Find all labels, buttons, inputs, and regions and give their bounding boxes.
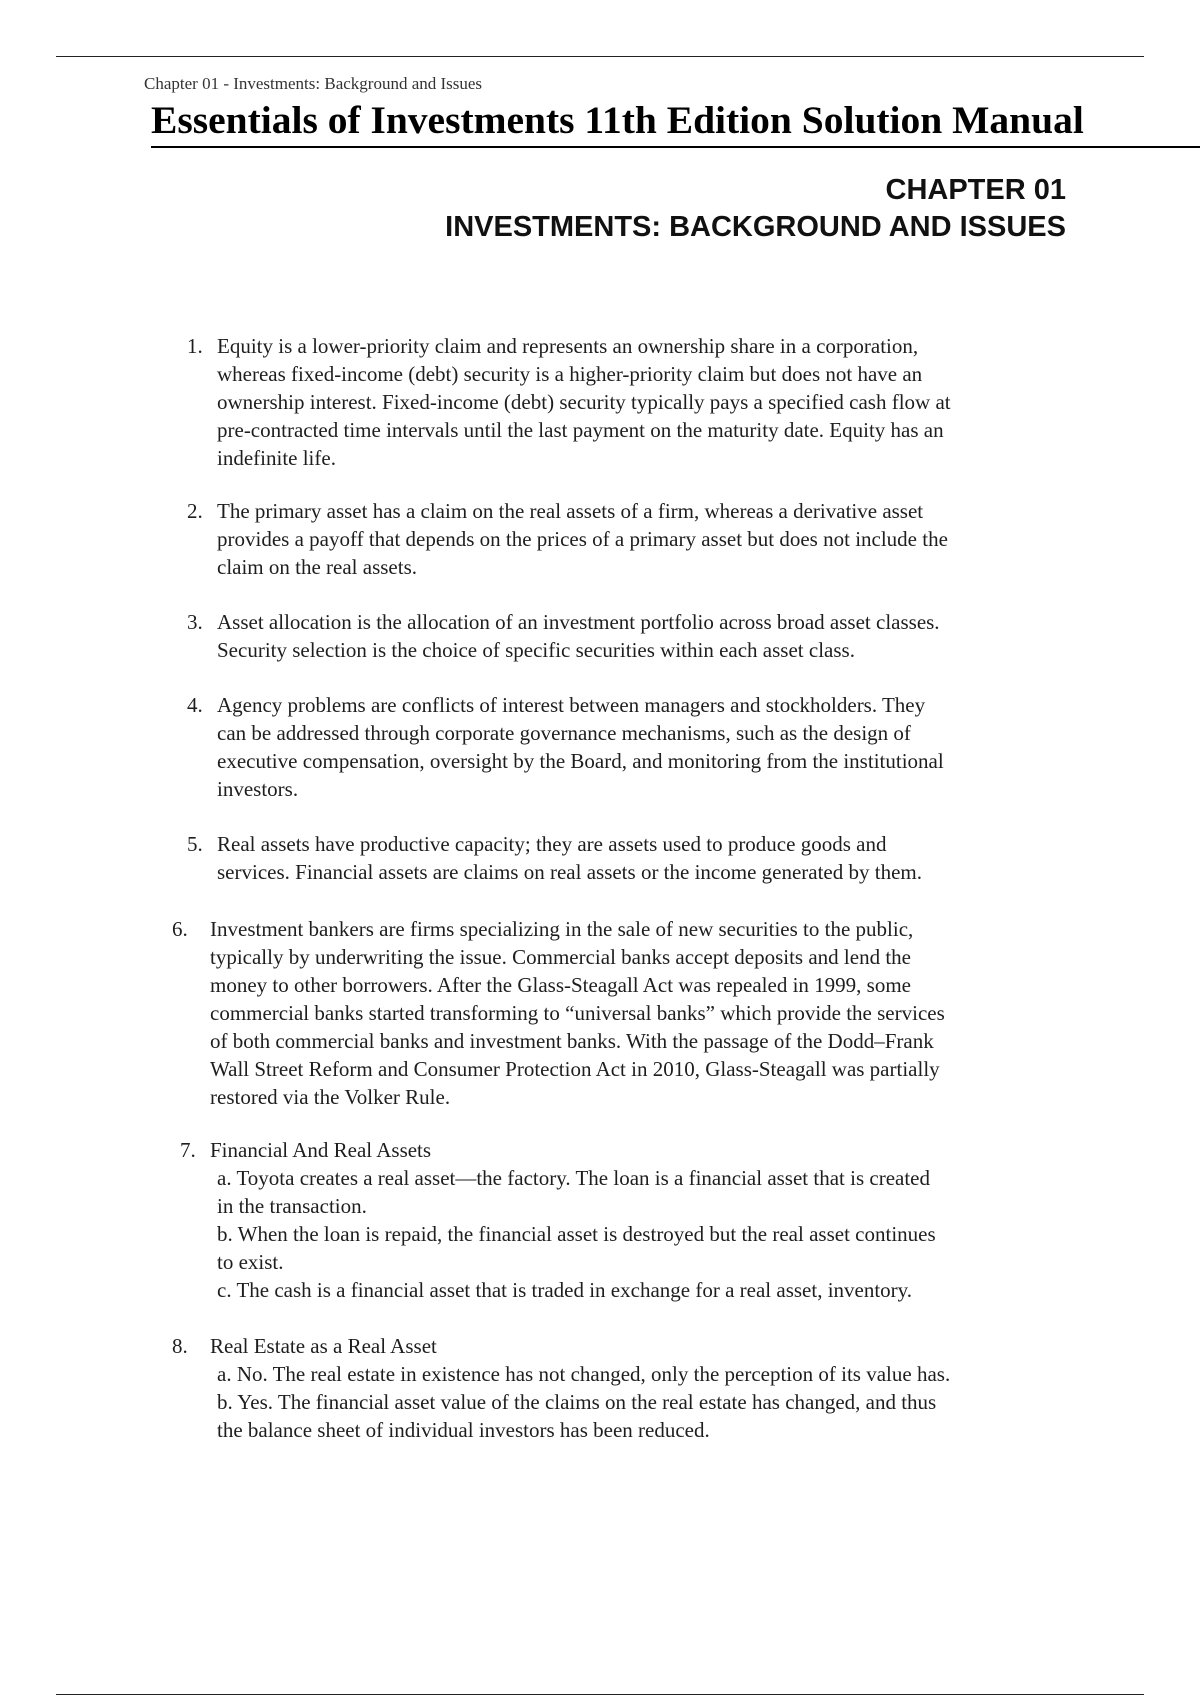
answer-number: 8. (172, 1334, 188, 1358)
answer-number: 5. (187, 832, 203, 856)
sub-answer-line: to exist. (217, 1250, 284, 1274)
answer-line: Equity is a lower-priority claim and represents an ownership share in a corporation, (217, 334, 919, 358)
sub-answer-line: b. When the loan is repaid, the financial asset is destroyed but the real asset continues (217, 1222, 936, 1246)
running-head: Chapter 01 - Investments: Background and Issues (144, 74, 483, 93)
sub-answer-line: b. Yes. The financial asset value of the claims on the real estate has changed, and thus (217, 1390, 937, 1414)
answer-line: money to other borrowers. After the Glass-Steagall Act was repealed in 1999, some (210, 973, 911, 997)
answer-line: ownership interest. Fixed-income (debt) security typically pays a specified cash flow at (217, 390, 951, 414)
chapter-heading (445, 172, 1066, 246)
answer-line: Wall Street Reform and Consumer Protection Act in 2010, Glass-Steagall was partially (210, 1057, 940, 1081)
answer-number: 2. (187, 499, 203, 523)
answer-number: 6. (172, 917, 188, 941)
sub-answer-line: a. Toyota creates a real asset—the factory. The loan is a financial asset that is created (217, 1166, 930, 1190)
chapter-title: INVESTMENTS: BACKGROUND AND ISSUES (445, 211, 1066, 243)
sub-answer-line: c. The cash is a financial asset that is traded in exchange for a real asset, inventory. (217, 1278, 913, 1302)
answer-text (217, 332, 951, 472)
answer-text (217, 691, 944, 803)
answer-line: investors. (217, 777, 299, 801)
answer-line: Security selection is the choice of specific securities within each asset class. (217, 638, 855, 662)
answer-text (210, 1136, 936, 1304)
answer-line: services. Financial assets are claims on real assets or the income generated by them. (217, 860, 922, 884)
bottom-rule (56, 1694, 1144, 1695)
answer-heading: Real Estate as a Real Asset (210, 1334, 437, 1358)
chapter-number: CHAPTER 01 (885, 174, 1066, 206)
top-rule (56, 56, 1144, 57)
answer-line: executive compensation, oversight by the Board, and monitoring from the institutional (217, 749, 944, 773)
answer-text (210, 1332, 950, 1444)
sub-answer-line: in the transaction. (217, 1194, 367, 1218)
answer-line: Investment bankers are firms specializing in the sale of new securities to the public, (210, 917, 914, 941)
answer-heading: Financial And Real Assets (210, 1138, 432, 1162)
answer-text (217, 608, 940, 664)
answer-line: The primary asset has a claim on the real assets of a firm, whereas a derivative asset (217, 499, 924, 523)
answer-line: can be addressed through corporate governance mechanisms, such as the design of (217, 721, 911, 745)
sub-answers (210, 1164, 936, 1304)
answer-line: of both commercial banks and investment banks. With the passage of the Dodd–Frank (210, 1029, 934, 1053)
answer-line: Asset allocation is the allocation of an investment portfolio across broad asset classes. (217, 610, 940, 634)
answer-line: indefinite life. (217, 446, 336, 470)
answer-text (217, 497, 948, 581)
answer-line: restored via the Volker Rule. (210, 1085, 451, 1109)
document-title: Essentials of Investments 11th Edition Solution Manual (151, 96, 1200, 148)
sub-answer-line: the balance sheet of individual investors has been reduced. (217, 1418, 710, 1442)
sub-answer-line: a. No. The real estate in existence has not changed, only the perception of its value has. (217, 1362, 951, 1386)
answer-number: 4. (187, 693, 203, 717)
answer-number: 1. (187, 334, 203, 358)
answer-line: provides a payoff that depends on the prices of a primary asset but does not include the (217, 527, 948, 551)
answer-line: typically by underwriting the issue. Commercial banks accept deposits and lend the (210, 945, 911, 969)
answer-text (217, 830, 922, 886)
answer-line: pre-contracted time intervals until the last payment on the maturity date. Equity has an (217, 418, 944, 442)
answer-line: Real assets have productive capacity; they are assets used to produce goods and (217, 832, 887, 856)
answer-line: commercial banks started transforming to “universal banks” which provide the services (210, 1001, 945, 1025)
answer-text (210, 915, 945, 1111)
sub-answers (210, 1360, 950, 1444)
answer-line: claim on the real assets. (217, 555, 418, 579)
answer-line: whereas fixed-income (debt) security is a higher-priority claim but does not have an (217, 362, 923, 386)
answer-number: 7. (180, 1138, 196, 1162)
answer-number: 3. (187, 610, 203, 634)
answer-line: Agency problems are conflicts of interest between managers and stockholders. They (217, 693, 926, 717)
